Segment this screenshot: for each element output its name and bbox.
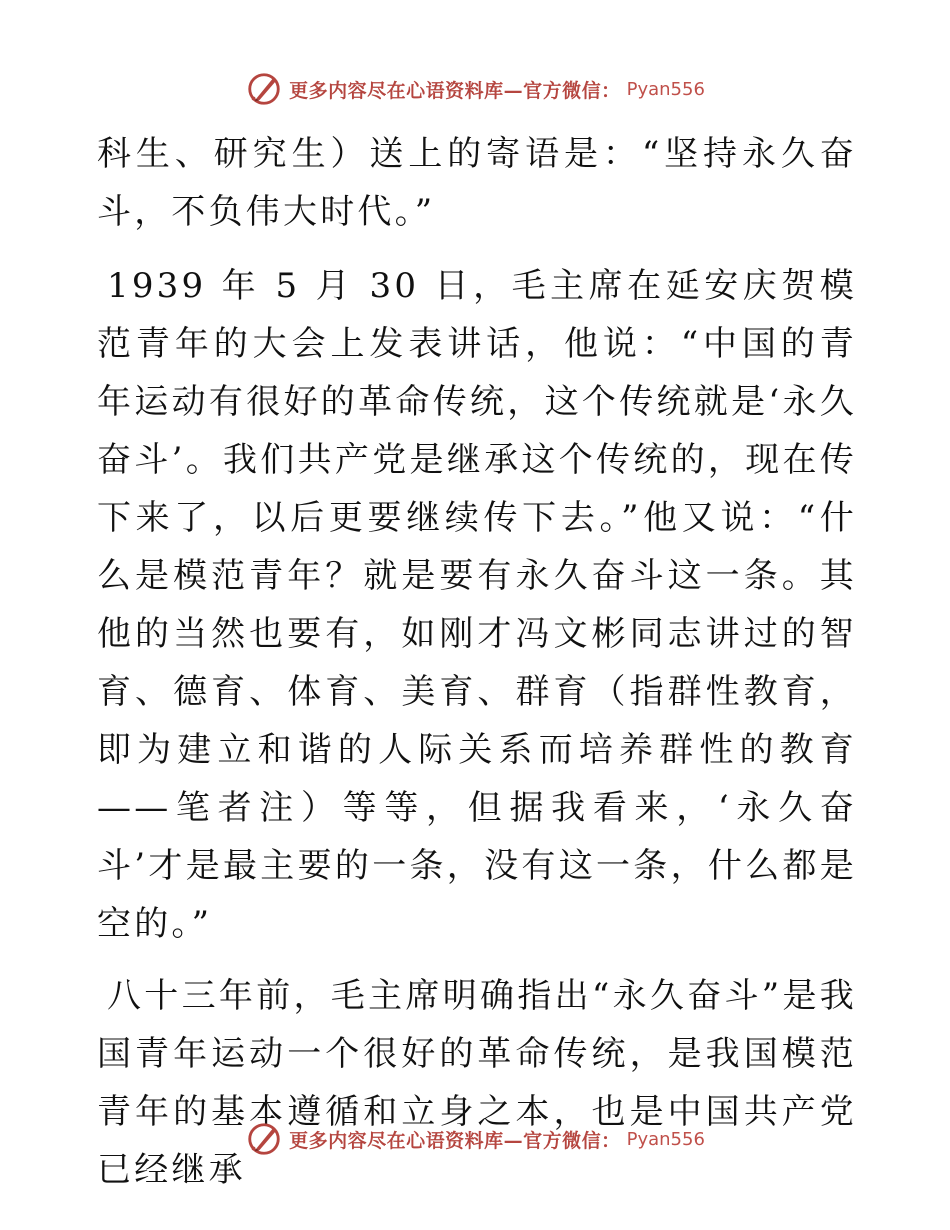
paragraph-1: 科生、研究生）送上的寄语是：“坚持永久奋斗，不负伟大时代。” — [97, 134, 857, 232]
red-pen-logo-icon — [245, 1120, 283, 1158]
document-body — [97, 125, 857, 1213]
paragraph-2: 1939 年 5 月 30 日，毛主席在延安庆贺模范青年的大会上发表讲话，他说：“中国的青年运动有很好的革命传统，这个传统就是‘永久奋斗’。我们共产党是继承这个传统的，现在传下来了，以后更要继续传下去。”他又说：“什么是模范青年？就是要有永久奋斗这一条。其他的当然也要有，如刚才冯文彬同志讲过的智育、德育、体育、美育、群育（指群性教育，即为建立和谐的人际关系而培养群性的教育——笔者注）等等，但据我看来，‘永久奋斗’才是最主要的一条，没有这一条，什么都是空的。” — [97, 266, 857, 944]
paragraph-3: 八十三年前，毛主席明确指出“永久奋斗”是我国青年运动一个很好的革命传统，是我国模范青年的基本遵循和立身之本，也是中国共产党已经继承 — [97, 976, 857, 1190]
wechat-id: Pyan556 — [626, 1128, 705, 1150]
red-pen-logo-icon — [245, 70, 283, 108]
footer-banner — [0, 1120, 950, 1158]
wechat-id: Pyan556 — [626, 78, 705, 100]
banner-text: 更多内容尽在心语资料库—官方微信： — [289, 79, 621, 102]
banner-text: 更多内容尽在心语资料库—官方微信： — [289, 1129, 621, 1152]
header-banner — [0, 70, 950, 108]
